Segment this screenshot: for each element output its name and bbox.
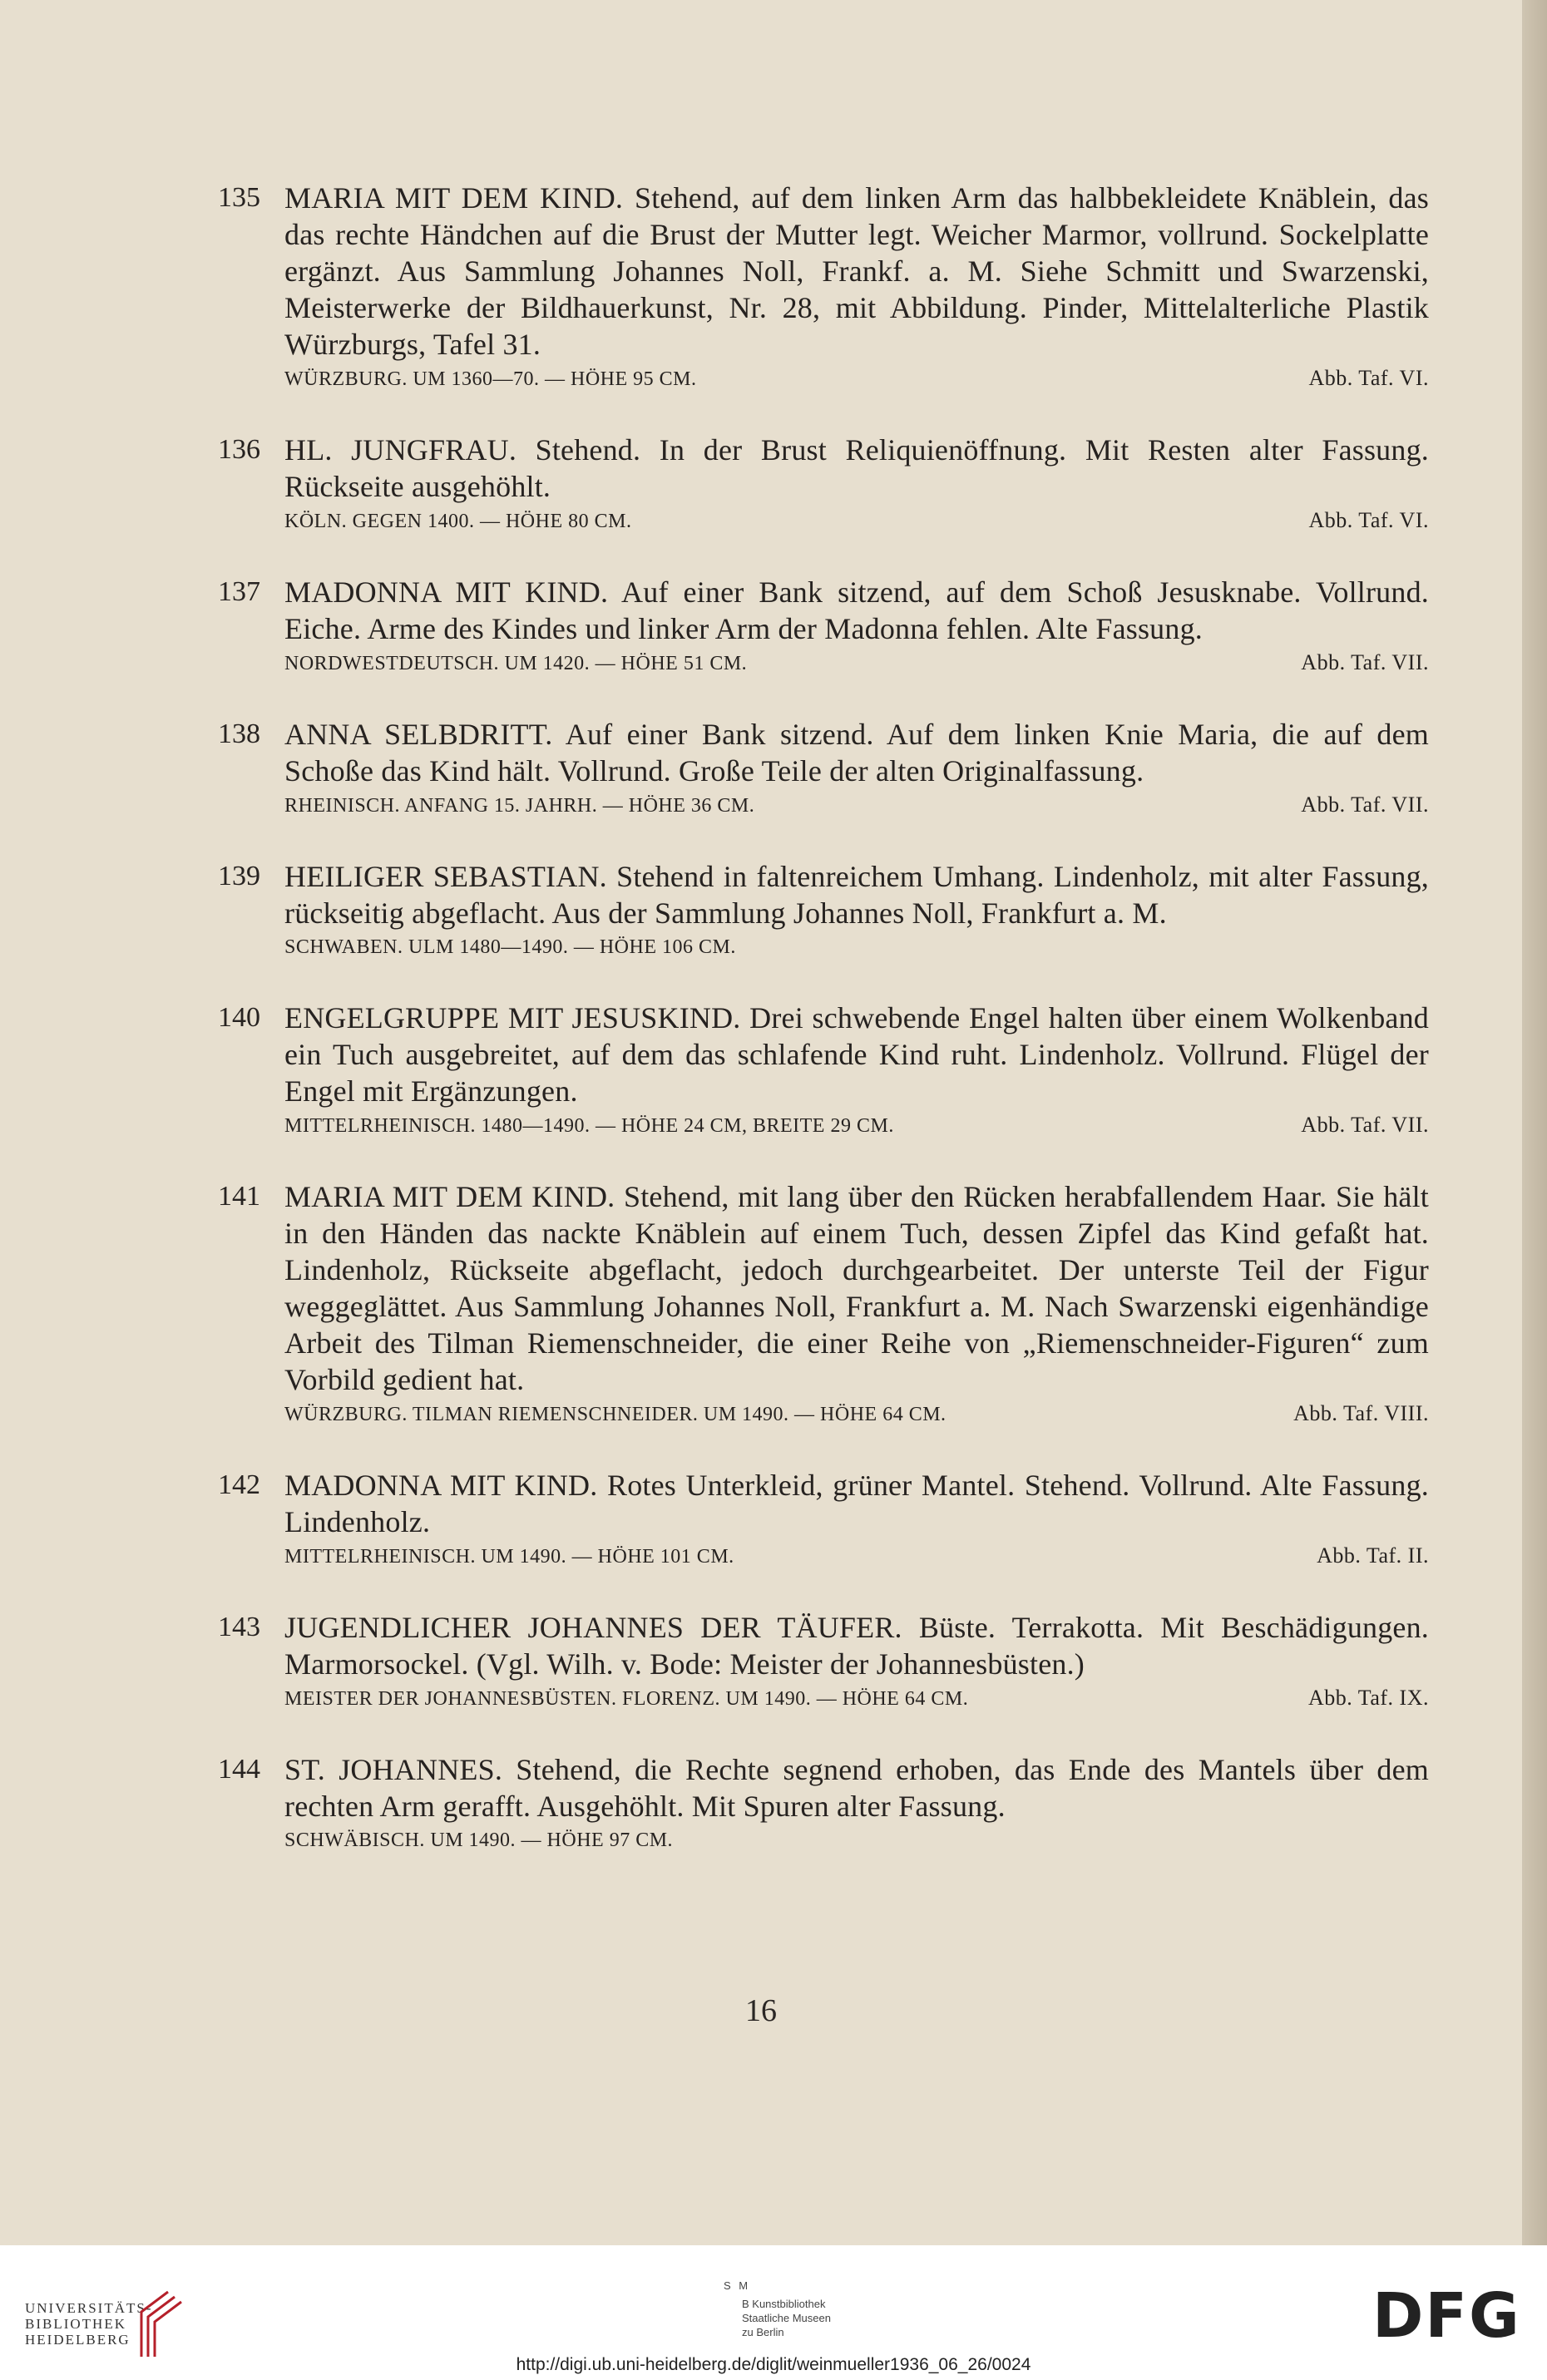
entry-number: 136 bbox=[218, 434, 260, 465]
logo-line: UNIVERSITÄTS- bbox=[25, 2300, 153, 2316]
entry-number: 137 bbox=[218, 576, 260, 607]
entry-provenance: SCHWABEN. ULM 1480—1490. — HÖHE 106 CM. bbox=[284, 936, 736, 958]
entry-description: JUGENDLICHER JOHANNES DER TÄUFER. Büste. Terrakotta. Mit Beschädigungen. Marmorsockel. (Vgl. Wilh. v. Bode: Meister der Johannesbüsten.) bbox=[284, 1611, 1429, 1681]
entry-provenance: MITTELRHEINISCH. UM 1490. — HÖHE 101 CM. bbox=[284, 1546, 734, 1568]
catalog-entry bbox=[218, 1178, 1429, 1429]
catalog-entry bbox=[218, 180, 1429, 393]
entry-plate-ref: Abb. Taf. VII. bbox=[1301, 793, 1429, 817]
entry-provenance: SCHWÄBISCH. UM 1490. — HÖHE 97 CM. bbox=[284, 1829, 674, 1851]
entry-plate-ref: Abb. Taf. VIII. bbox=[1293, 1401, 1429, 1425]
source-url-link[interactable]: http://digi.ub.uni-heidelberg.de/diglit/weinmueller1936_06_26/0024 bbox=[516, 2355, 1031, 2374]
entry-description: ANNA SELBDRITT. Auf einer Bank sitzend. Auf dem linken Knie Maria, die auf dem Schoße das Kind hält. Vollrund. Große Teile der alten Originalfassung. bbox=[284, 718, 1429, 788]
logo-line: Staatliche Museen bbox=[742, 2312, 831, 2324]
entry-number: 143 bbox=[218, 1612, 260, 1642]
dfg-logo[interactable]: DFG bbox=[1372, 2280, 1521, 2352]
entry-number: 139 bbox=[218, 861, 260, 891]
entry-provenance: WÜRZBURG. UM 1360—70. — HÖHE 95 CM. bbox=[284, 368, 697, 390]
entry-plate-ref: Abb. Taf. II. bbox=[1317, 1543, 1429, 1568]
library-emblem-icon bbox=[138, 2285, 188, 2360]
entry-provenance: WÜRZBURG. TILMAN RIEMENSCHNEIDER. UM 1490. — HÖHE 64 CM. bbox=[284, 1404, 946, 1425]
catalog-entry bbox=[218, 1467, 1429, 1571]
entry-description: HL. JUNGFRAU. Stehend. In der Brust Reliquienöffnung. Mit Resten alter Fassung. Rückseite ausgehöhlt. bbox=[284, 433, 1429, 503]
entry-description: MADONNA MIT KIND. Rotes Unterkleid, grüner Mantel. Stehend. Vollrund. Alte Fassung. Lindenholz. bbox=[284, 1469, 1429, 1538]
entry-plate-ref: Abb. Taf. VI. bbox=[1308, 508, 1429, 532]
catalog-entry bbox=[218, 716, 1429, 820]
entry-description: ENGELGRUPPE MIT JESUSKIND. Drei schwebende Engel halten über einem Wolkenband ein Tuch ausgebreitet, auf dem das schlafende Kind ruht. Lindenholz. Vollrund. Flügel der Engel mit Ergänzungen. bbox=[284, 1001, 1429, 1108]
entry-provenance: MEISTER DER JOHANNESBÜSTEN. FLORENZ. UM 1490. — HÖHE 64 CM. bbox=[284, 1688, 969, 1710]
entry-number: 141 bbox=[218, 1181, 260, 1212]
catalog-entry bbox=[218, 432, 1429, 536]
logo-line: zu Berlin bbox=[742, 2326, 784, 2338]
catalog-entry bbox=[218, 858, 1429, 961]
entry-description: MARIA MIT DEM KIND. Stehend, mit lang über den Rücken herabfallendem Haar. Sie hält in den Händen das nackte Knäblein auf einem Tuch, dessen Zipfel das Kind gefaßt hat. Lindenholz, Rückseite abgeflacht, jedoch durchgearbeitet. Der unterste Teil der Figur weggeglättet. Aus Sammlung Johannes Noll, Frankfurt a. M. Nach Swarzenski eigenhändige Arbeit des Tilman Riemenschneider, die einer Reihe von „Riemenschneider-Figuren“ zum Vorbild gedient hat. bbox=[284, 1180, 1429, 1396]
entry-description: MADONNA MIT KIND. Auf einer Bank sitzend, auf dem Schoß Jesusknabe. Vollrund. Eiche. Arme des Kindes und linker Arm der Madonna fehlen. Alte Fassung. bbox=[284, 575, 1429, 645]
entry-plate-ref: Abb. Taf. IX. bbox=[1307, 1686, 1429, 1710]
page-edge bbox=[1522, 0, 1547, 2245]
entry-description: MARIA MIT DEM KIND. Stehend, auf dem linken Arm das halbbekleidete Knäblein, das das rechte Händchen auf die Brust der Mutter legt. Weicher Marmor, vollrund. Sockelplatte ergänzt. Aus Sammlung Johannes Noll, Frankf. a. M. Siehe Schmitt und Swarzenski, Meisterwerke der Bildhauerkunst, Nr. 28, mit Abbildung. Pinder, Mittelalterliche Plastik Würzburgs, Tafel 31. bbox=[284, 181, 1429, 361]
entry-plate-ref: Abb. Taf. VI. bbox=[1308, 366, 1429, 390]
logo-line: HEIDELBERG bbox=[25, 2332, 131, 2348]
footer-bar bbox=[0, 2245, 1547, 2380]
entry-number: 144 bbox=[218, 1754, 260, 1785]
entry-description: HEILIGER SEBASTIAN. Stehend in faltenreichem Umhang. Lindenholz, mit alter Fassung, rückseitig abgeflacht. Aus der Sammlung Johannes Noll, Frankfurt a. M. bbox=[284, 860, 1429, 930]
entry-provenance: NORDWESTDEUTSCH. UM 1420. — HÖHE 51 CM. bbox=[284, 653, 748, 674]
entry-number: 142 bbox=[218, 1469, 260, 1500]
entry-plate-ref: Abb. Taf. VII. bbox=[1301, 1113, 1429, 1137]
entry-plate-ref: Abb. Taf. VII. bbox=[1301, 650, 1429, 674]
catalog-entry bbox=[218, 574, 1429, 678]
page-number: 16 bbox=[745, 1993, 777, 2028]
entry-provenance: MITTELRHEINISCH. 1480—1490. — HÖHE 24 CM, BREITE 29 CM. bbox=[284, 1115, 894, 1137]
entry-number: 140 bbox=[218, 1002, 260, 1033]
catalog-entries bbox=[218, 180, 1429, 1893]
logo-line: B Kunstbibliothek bbox=[742, 2298, 826, 2310]
entry-number: 135 bbox=[218, 182, 260, 213]
entry-description: ST. JOHANNES. Stehend, die Rechte segnend erhoben, das Ende des Mantels über dem rechten Arm gerafft. Ausgehöhlt. Mit Spuren alter Fassung. bbox=[284, 1753, 1429, 1823]
smb-mark: S M bbox=[724, 2279, 751, 2292]
catalog-entry bbox=[218, 1000, 1429, 1140]
catalog-entry bbox=[218, 1609, 1429, 1713]
university-library-logo[interactable] bbox=[25, 2300, 153, 2348]
entry-provenance: KÖLN. GEGEN 1400. — HÖHE 80 CM. bbox=[284, 511, 632, 532]
entry-number: 138 bbox=[218, 718, 260, 749]
entry-provenance: RHEINISCH. ANFANG 15. JAHRH. — HÖHE 36 CM. bbox=[284, 795, 755, 817]
catalog-entry bbox=[218, 1751, 1429, 1854]
logo-line: BIBLIOTHEK bbox=[25, 2316, 126, 2332]
